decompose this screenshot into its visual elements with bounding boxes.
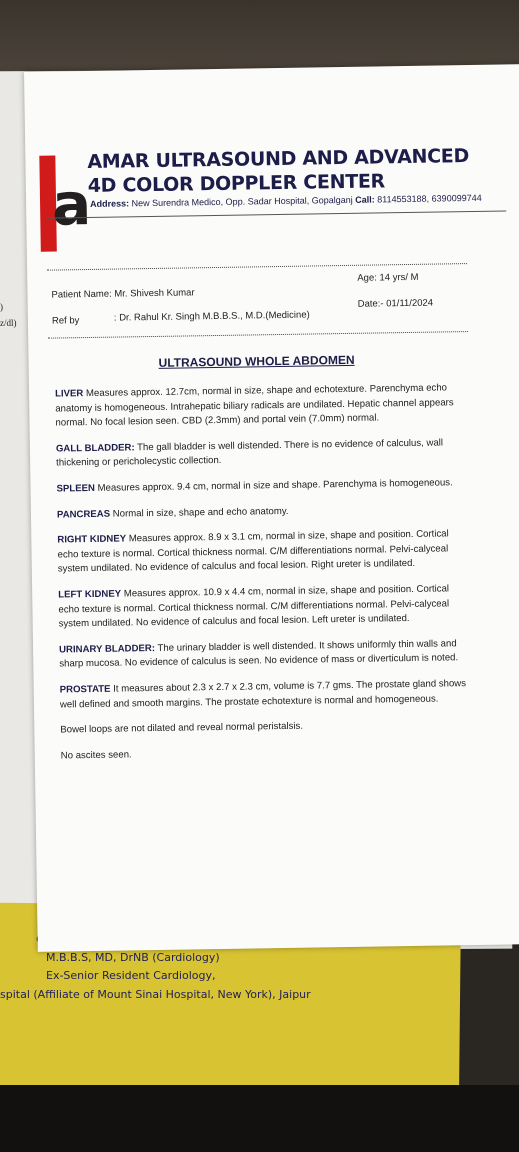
- patient-name-label: Patient Name:: [51, 288, 112, 301]
- clinic-logo: a: [51, 169, 92, 239]
- finding-right-kidney: RIGHT KIDNEY Measures approx. 8.9 x 3.1 cm, normal in size, shape and position. Cortical echo texture is normal. Cortical thickness normal. C/M differentiations normal. Pelvi-calyceal system undilated. No evidence of calculus and focal lesion. Right ureter is undilated.: [57, 528, 449, 575]
- patient-name: [51, 287, 194, 300]
- finding-left-kidney: LEFT KIDNEY Measures approx. 10.9 x 4.4 cm, normal in size, shape and position. Cortical echo texture is normal. Cortical thickness normal. C/M differentiations normal. Pelvi-calyceal system undilated. No evidence of calculus and focal lesion. Left ureter is undilated.: [58, 583, 450, 630]
- dotted-rule: [48, 331, 468, 339]
- report-date: Date:- 01/11/2024: [357, 297, 434, 310]
- finding-ascites: No ascites seen.: [60, 749, 132, 762]
- dotted-rule: [47, 263, 467, 271]
- report-title: ULTRASOUND WHOLE ABDOMEN: [158, 352, 355, 370]
- ultrasound-report: [24, 64, 519, 952]
- finding-prostate: PROSTATE It measures about 2.3 x 2.7 x 2.3 cm, volume is 7.7 gms. The prostate gland shows well defined and smooth margins. The prostate echotexture is normal and homogeneous.: [59, 678, 467, 711]
- clinic-name-line2: 4D COLOR DOPPLER CENTER: [87, 170, 386, 198]
- ref-by-value: : Dr. Rahul Kr. Singh M.B.B.S., M.D.(Medicine): [113, 309, 310, 324]
- address-label: Address:: [90, 198, 130, 209]
- clinic-name-line1: AMAR ULTRASOUND AND ADVANCED: [87, 145, 470, 174]
- underlying-line: Ex-Senior Resident Cardiology,: [46, 969, 216, 982]
- table-surface: [0, 1085, 519, 1152]
- finding-pancreas: PANCREAS Normal in size, shape and echo anatomy.: [56, 505, 289, 521]
- finding-liver: LIVER Measures approx. 12.7cm, normal in size, shape and echotexture. Parenchyma echo anatomy is homogeneous. Intrahepatic biliary radicals are undilated. Hepatic channel appears normal. No focal lesion seen. CBD (2.3mm) and portal vein (7.0mm) normal.: [54, 382, 454, 429]
- call-numbers: 8114553188, 6390099744: [377, 192, 482, 205]
- finding-gall-bladder: GALL BLADDER: The gall bladder is well distended. There is no evidence of calculus, wall thickening or pericholecystic collection.: [55, 437, 444, 469]
- underlying-line: M.B.B.S, MD, DrNB (Cardiology): [46, 951, 220, 964]
- call-label: Call:: [355, 194, 375, 205]
- header-rule: [46, 210, 506, 218]
- patient-name-value: Mr. Shivesh Kumar: [114, 287, 195, 300]
- patient-age: Age: 14 yrs/ M: [357, 271, 419, 284]
- underlying-line: spital (Affiliate of Mount Sinai Hospital, New York), Jaipur: [0, 988, 311, 1001]
- findings-list: [55, 381, 473, 775]
- background-note: ): [0, 302, 3, 312]
- background-note: z/dl): [0, 318, 17, 328]
- ref-by-label: Ref by: [51, 315, 80, 327]
- finding-spleen: SPLEEN Measures approx. 9.4 cm, normal in size and shape. Parenchyma is homogeneous.: [56, 477, 453, 495]
- finding-bowel: Bowel loops are not dilated and reveal normal peristalsis.: [60, 720, 304, 736]
- finding-urinary-bladder: URINARY BLADDER: The urinary bladder is well distended. It shows uniformly thin walls and sharp mucosa. No evidence of calculus is seen. No evidence of mass or diverticulum is noted.: [58, 637, 459, 670]
- address-text: New Surendra Medico, Opp. Sadar Hospital, Gopalganj: [131, 194, 353, 209]
